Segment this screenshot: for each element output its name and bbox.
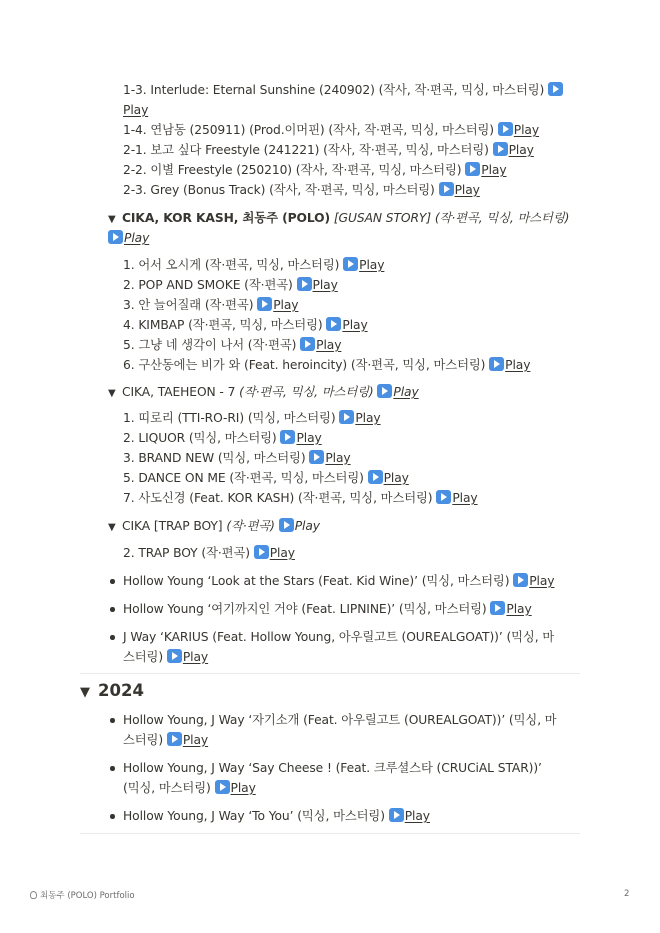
play-link[interactable]: Play (325, 451, 351, 465)
play-icon[interactable] (548, 82, 563, 96)
list-item: J Way ‘KARIUS (Feat. Hollow Young, 아우릴고트 (OUREALGOAT))’ (믹싱, 마 (123, 627, 554, 647)
play-link-wrapped[interactable] (123, 100, 148, 120)
play-link[interactable]: Play (393, 385, 419, 399)
play-icon[interactable] (167, 732, 182, 746)
page-number: 2 (624, 889, 630, 899)
toggle-taeheon-7[interactable]: ▼ CIKA, TAEHEON - 7 (작·편곡, 믹싱, 마스터링) Play (108, 382, 419, 404)
track-line: 6. 구산동에는 비가 와 (Feat. heroincity) (작·편곡, 믹싱, 마스터링) Play (123, 358, 531, 372)
play-icon[interactable] (167, 649, 182, 663)
play-link[interactable]: Play (230, 781, 256, 795)
list-item-continuation: 스터링) Play (123, 733, 209, 747)
album-play-line (108, 228, 149, 248)
play-link[interactable]: Play (404, 809, 430, 823)
play-link[interactable]: Play (529, 574, 555, 588)
track-line: 5. DANCE ON ME (작·편곡, 믹싱, 마스터링) Play (123, 471, 409, 485)
play-icon[interactable] (326, 317, 341, 331)
track-line: 5. 그냥 네 생각이 나서 (작·편곡) Play (123, 338, 342, 352)
list-item: Hollow Young, J Way ‘To You’ (믹싱, 마스터링) Play (123, 806, 430, 826)
lightbulb-icon (30, 891, 37, 899)
play-link[interactable]: Play (481, 163, 507, 177)
play-link[interactable]: Play (296, 431, 322, 445)
toggle-triangle-icon[interactable]: ▼ (80, 685, 90, 700)
list-item-continuation: 스터링) Play (123, 650, 209, 664)
track-line: 2. LIQUOR (믹싱, 마스터링) Play (123, 431, 322, 445)
play-link[interactable]: Play (123, 103, 149, 117)
play-icon[interactable] (493, 142, 508, 156)
play-link[interactable]: Play (316, 338, 342, 352)
play-icon[interactable] (436, 490, 451, 504)
toggle-triangle-icon[interactable]: ▼ (108, 388, 116, 399)
toggle-triangle-icon[interactable]: ▼ (108, 214, 116, 225)
play-link[interactable]: Play (505, 358, 531, 372)
track-line: 1-3. Interlude: Eternal Sunshine (240902) (작사, 작·편곡, 믹싱, 마스터링) (123, 80, 564, 100)
play-icon[interactable] (498, 122, 513, 136)
track-line: 1. 어서 오시게 (작·편곡, 믹싱, 마스터링) Play (123, 258, 385, 272)
play-link[interactable]: Play (355, 411, 381, 425)
play-icon[interactable] (343, 257, 358, 271)
track-line: 3. BRAND NEW (믹싱, 마스터링) Play (123, 451, 351, 465)
toggle-trap-boy[interactable]: ▼ CIKA [TRAP BOY] (작·편곡) Play (108, 516, 320, 538)
play-icon[interactable] (279, 518, 294, 532)
track-line: 2-1. 보고 싶다 Freestyle (241221) (작사, 작·편곡, 믹싱, 마스터링) Play (123, 143, 534, 157)
play-icon[interactable] (309, 450, 324, 464)
play-icon[interactable] (215, 780, 230, 794)
play-icon[interactable] (490, 601, 505, 615)
play-icon[interactable] (513, 573, 528, 587)
play-icon[interactable] (280, 430, 295, 444)
list-item: Hollow Young, J Way ‘Say Cheese ! (Feat. 크루셜스타 (CRUCiAL STAR))’ (123, 758, 542, 778)
divider (80, 833, 580, 834)
track-line: 1-4. 연남동 (250911) (Prod.이머핀) (작사, 작·편곡, 믹싱, 마스터링) Play (123, 123, 540, 137)
play-icon[interactable] (377, 384, 392, 398)
play-icon[interactable] (300, 337, 315, 351)
play-icon[interactable] (339, 410, 354, 424)
toggle-triangle-icon[interactable]: ▼ (108, 522, 116, 533)
play-link[interactable]: Play (513, 123, 540, 137)
play-link[interactable]: Play (312, 278, 338, 292)
list-item: Hollow Young, J Way ‘자기소개 (Feat. 아우릴고트 (OUREALGOAT))’ (믹싱, 마 (123, 710, 557, 730)
play-link[interactable]: Play (452, 491, 478, 505)
play-icon[interactable] (108, 230, 123, 244)
play-icon[interactable] (254, 545, 269, 559)
play-link[interactable]: Play (294, 519, 320, 533)
track-line: 2. TRAP BOY (작·편곡) Play (123, 546, 295, 560)
play-icon[interactable] (257, 297, 272, 311)
play-link[interactable]: Play (508, 143, 534, 157)
play-link[interactable]: Play (182, 650, 209, 664)
track-line: 3. 안 늘어질래 (작·편곡) Play (123, 298, 299, 312)
section-heading-2024[interactable]: ▼ 2024 (80, 680, 144, 704)
list-item: Hollow Young ‘여기까지인 거야 (Feat. LIPNINE)’ (믹싱, 마스터링) Play (123, 599, 532, 619)
track-line: 1. 띠로리 (TTI-RO-RI) (믹싱, 마스터링) Play (123, 411, 381, 425)
play-icon[interactable] (465, 162, 480, 176)
divider (80, 673, 580, 674)
play-icon[interactable] (439, 182, 454, 196)
play-link[interactable]: Play (182, 733, 209, 747)
track-line: 2. POP AND SMOKE (작·편곡) Play (123, 278, 338, 292)
track-line: 4. KIMBAP (작·편곡, 믹싱, 마스터링) Play (123, 318, 368, 332)
play-icon[interactable] (297, 277, 312, 291)
play-link[interactable]: Play (273, 298, 299, 312)
play-icon[interactable] (489, 357, 504, 371)
play-link[interactable]: Play (383, 471, 409, 485)
play-link[interactable]: Play (454, 183, 480, 197)
play-link[interactable]: Play (269, 546, 295, 560)
toggle-gusan-story[interactable]: ▼ CIKA, KOR KASH, 최동주 (POLO) [GUSAN STORY] (작·편곡, 믹싱, 마스터링) (108, 208, 569, 230)
list-item-continuation: (믹싱, 마스터링) Play (123, 781, 256, 795)
play-icon[interactable] (368, 470, 383, 484)
track-line: 7. 사도신경 (Feat. KOR KASH) (작·편곡, 믹싱, 마스터링) Play (123, 491, 478, 505)
play-icon[interactable] (389, 808, 404, 822)
track-line: 2-2. 이별 Freestyle (250210) (작사, 작·편곡, 믹싱, 마스터링) Play (123, 163, 507, 177)
track-line: 2-3. Grey (Bonus Track) (작사, 작·편곡, 믹싱, 마스터링) Play (123, 183, 480, 197)
list-item: Hollow Young ‘Look at the Stars (Feat. Kid Wine)’ (믹싱, 마스터링) Play (123, 571, 554, 591)
play-link[interactable]: Play (506, 602, 532, 616)
play-link[interactable]: Play (342, 318, 368, 332)
play-link[interactable]: Play (359, 258, 385, 272)
footer-title: 최동주 (POLO) Portfolio (30, 889, 135, 901)
play-link[interactable]: Play (124, 231, 150, 245)
